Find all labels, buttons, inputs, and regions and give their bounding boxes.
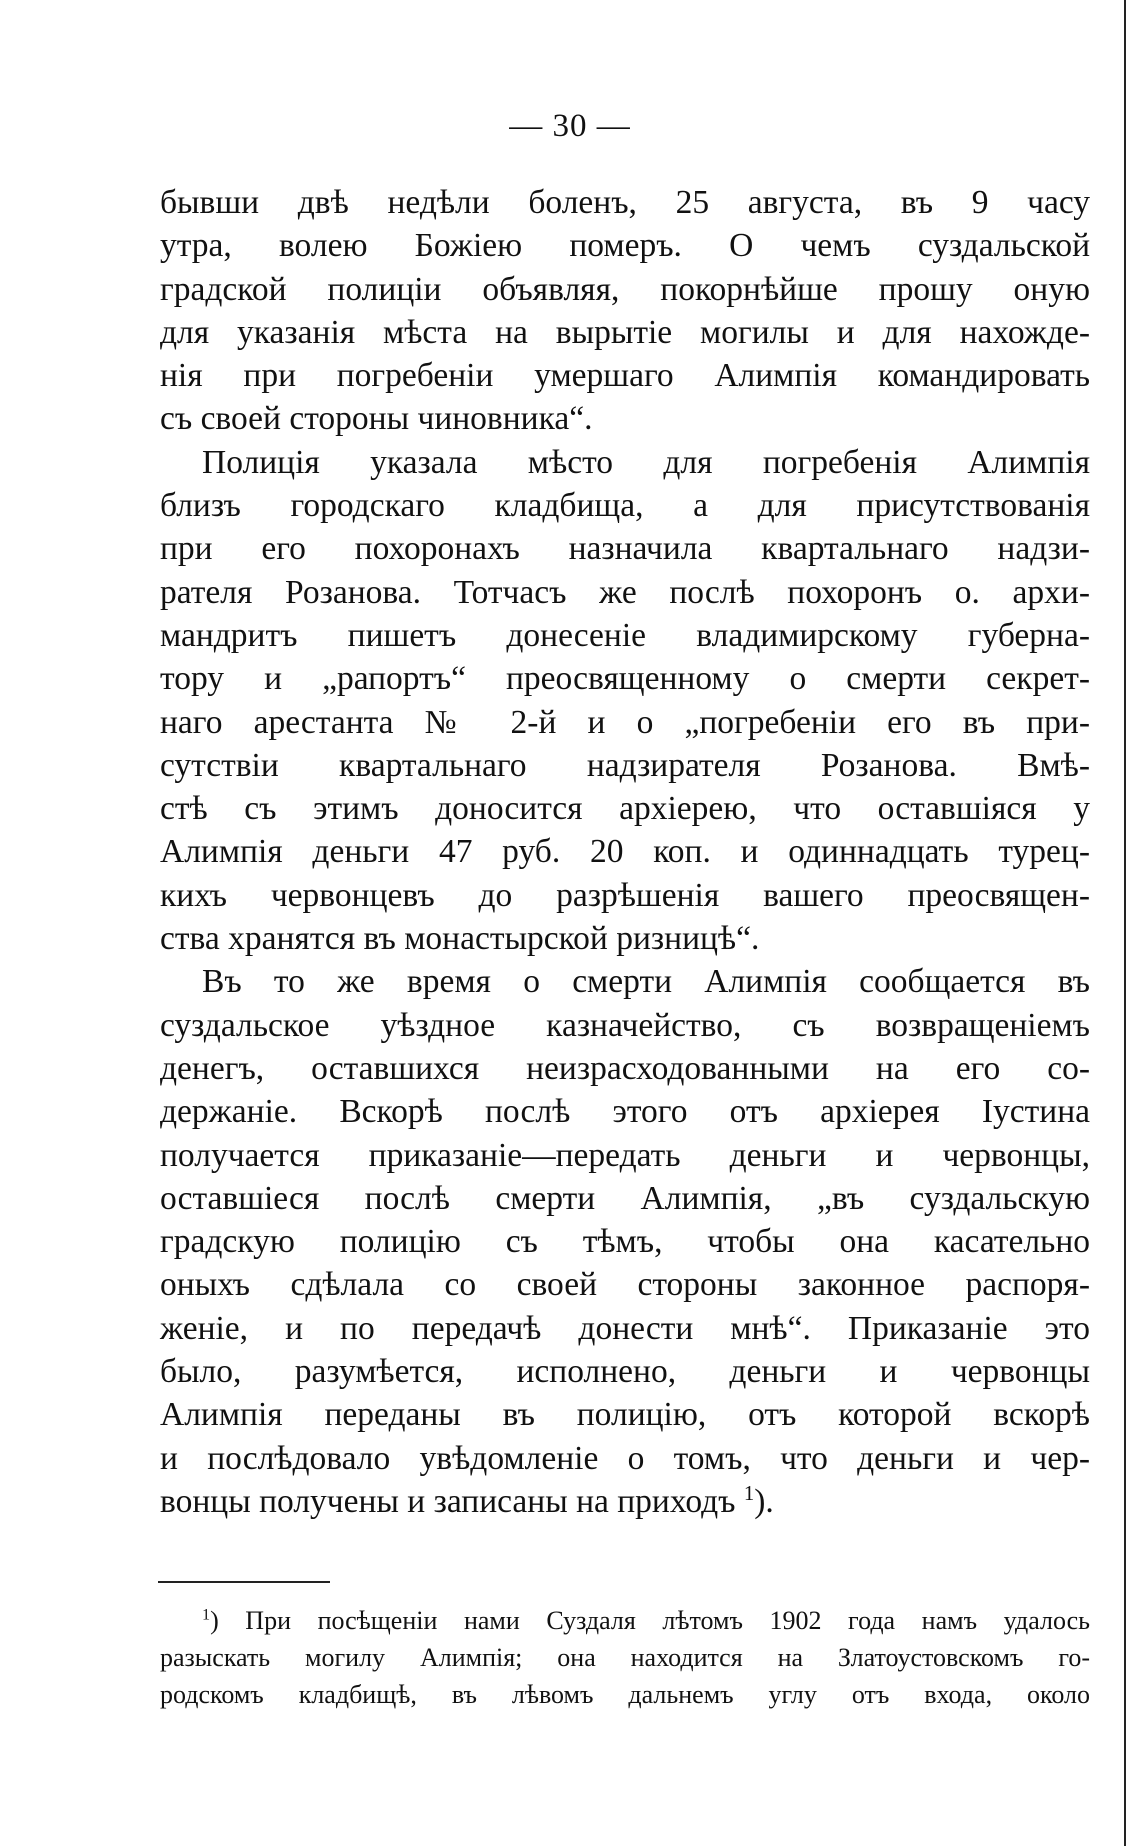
text-line [160, 1307, 1090, 1350]
text-line [160, 1134, 1090, 1177]
text-line [160, 787, 1090, 830]
text-line [160, 1047, 1090, 1090]
text-line [160, 441, 1090, 484]
footnote-marker: 1 [202, 1606, 211, 1624]
text-line-content: стѣ съ этимъ доносится архіерею, что оставшіяся у [160, 790, 1090, 828]
text-line-content: нія при погребеніи умершаго Алимпія командировать [160, 357, 1090, 395]
text-line [160, 181, 1090, 224]
text-line-content: наго арестанта № 2-й и о „погребеніи его въ при- [160, 703, 1090, 741]
text-line [160, 874, 1090, 917]
text-line-content: держаніе. Вскорѣ послѣ этого отъ архіерея Іустина [160, 1093, 1090, 1131]
text-line-content: и послѣдовало увѣдомленіе о томъ, что деньги и чер- [160, 1439, 1090, 1477]
text-line-content: съ своей стороны чиновника“. [160, 400, 593, 438]
footnote-line [160, 1602, 1090, 1639]
text-line [160, 1437, 1090, 1480]
text-line-content: Алимпія деньги 47 руб. 20 коп. и одиннадцать турец- [160, 833, 1090, 871]
text-line [160, 830, 1090, 873]
text-line-content: утра, волею Божіею померъ. О чемъ суздальской [160, 227, 1090, 265]
footnote-reference: 1 [743, 1481, 755, 1505]
text-line [160, 1393, 1090, 1436]
text-line [160, 744, 1090, 787]
footnote-line [160, 1639, 1090, 1676]
text-line [160, 1263, 1090, 1306]
text-line [160, 917, 1090, 960]
text-line-content: оныхъ сдѣлала со своей стороны законное распоря- [160, 1266, 1090, 1304]
text-line-content: сутствіи квартальнаго надзирателя Розанова. Вмѣ- [160, 746, 1090, 784]
text-line-content: было, разумѣется, исполнено, деньги и червонцы [160, 1353, 1090, 1391]
text-line-content: суздальское уѣздное казначейство, съ возвращеніемъ [160, 1006, 1090, 1044]
text-line [160, 614, 1090, 657]
text-line-content: при его похоронахъ назначила квартальнаго надзи- [160, 530, 1090, 568]
text-line [160, 1004, 1090, 1047]
text-line-content: мандритъ пишетъ донесеніе владимирскому губерна- [160, 616, 1090, 654]
text-line [160, 960, 1090, 1003]
text-line-content: оставшіеся послѣ смерти Алимпія, „въ суздальскую [160, 1179, 1090, 1217]
text-line-content: Алимпія переданы въ полицію, отъ которой вскорѣ [160, 1396, 1090, 1434]
text-line-content: тору и „рапортъ“ преосвященному о смерти секрет- [160, 660, 1090, 698]
text-line-content: градской полиціи объявляя, покорнѣйше прошу оную [160, 270, 1090, 308]
text-line-content: получается приказаніе—передать деньги и червонцы, [160, 1136, 1090, 1174]
text-line-content: для указанія мѣста на вырытіе могилы и для нахожде- [160, 313, 1090, 351]
text-line-content: рателя Розанова. Тотчасъ же послѣ похоронъ о. архи- [160, 573, 1090, 611]
footnote-line-content: родскомъ кладбищѣ, въ лѣвомъ дальнемъ углу отъ входа, около [160, 1680, 1090, 1709]
text-line [160, 701, 1090, 744]
footnote [160, 1602, 1090, 1713]
text-line-content: близъ городскаго кладбища, а для присутствованія [160, 487, 1090, 525]
text-line-tail: ). [754, 1482, 774, 1520]
text-line [160, 268, 1090, 311]
text-line [160, 1350, 1090, 1393]
text-line-content: бывши двѣ недѣли боленъ, 25 августа, въ 9 часу [160, 184, 1090, 221]
footnote-line [160, 1676, 1090, 1713]
text-line [160, 484, 1090, 527]
text-line-content: градскую полицію съ тѣмъ, чтобы она касательно [160, 1223, 1090, 1261]
footnote-line-content: ) При посѣщеніи нами Суздаля лѣтомъ 1902 года намъ удалось [210, 1606, 1090, 1635]
main-text [160, 181, 1090, 1523]
text-line-content: кихъ червонцевъ до разрѣшенія вашего преосвящен- [160, 876, 1090, 914]
page-number: — 30 — [509, 108, 631, 144]
text-line-content: женіе, и по передачѣ донести мнѣ“. Приказаніе это [160, 1309, 1090, 1347]
text-line [160, 354, 1090, 397]
text-line [160, 657, 1090, 700]
text-line [160, 311, 1090, 354]
text-line-content: вонцы получены и записаны на приходъ [160, 1482, 736, 1520]
text-line [160, 224, 1090, 267]
text-line [160, 1480, 1090, 1523]
text-line [160, 1177, 1090, 1220]
text-line [160, 527, 1090, 570]
text-line-content: денегъ, оставшихся неизрасходованными на его со- [160, 1049, 1090, 1087]
text-line [160, 571, 1090, 614]
page-edge-line [1124, 0, 1126, 1846]
text-line [160, 1220, 1090, 1263]
footnote-separator [158, 1581, 330, 1583]
footnote-line-content: разыскать могилу Алимпія; она находится на Златоустовскомъ го- [160, 1643, 1090, 1672]
text-line [160, 1090, 1090, 1133]
text-line [160, 397, 1090, 440]
text-line-content: ства хранятся въ монастырской ризницѣ“. [160, 920, 760, 958]
text-line-content: Полиція указала мѣсто для погребенія Алимпія [202, 443, 1090, 481]
text-line-content: Въ то же время о смерти Алимпія сообщается въ [202, 963, 1090, 1001]
